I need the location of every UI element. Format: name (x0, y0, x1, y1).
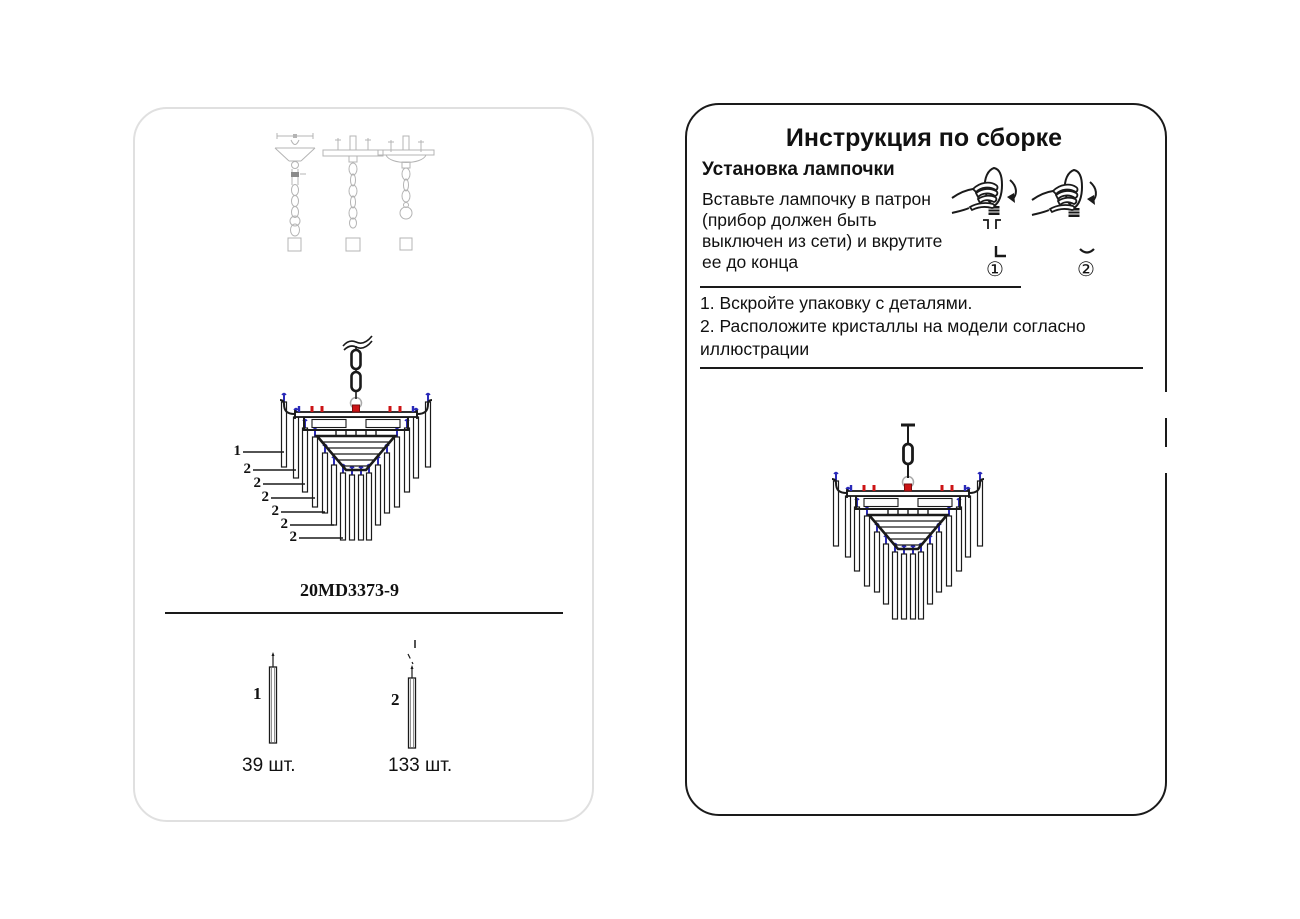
left-panel-divider (165, 612, 563, 614)
socket-curve-icon (1078, 246, 1096, 258)
tier-label: 2 (271, 503, 279, 519)
page-title: Инструкция по сборке (785, 124, 1063, 152)
rule-under-steps (700, 367, 1143, 369)
instruction-text: ее до конца (702, 252, 799, 272)
instruction-text: (прибор должен быть (702, 210, 877, 230)
hand-inserting-bulb-icon (950, 166, 1026, 232)
tier-label: 2 (289, 529, 297, 545)
rule-under-bulb-section (700, 286, 1021, 288)
crystal-rod-part-2 (398, 638, 424, 750)
section-title: Установка лампочки (702, 159, 895, 180)
chandelier-diagram-reference (800, 423, 1020, 623)
ceiling-mount-diagrams (258, 128, 438, 254)
step-number-badge: ① (986, 259, 1004, 281)
chandelier-diagram-main (220, 334, 470, 549)
model-number: 20MD3373-9 (300, 580, 399, 600)
hand-screwing-bulb-icon (1030, 168, 1106, 234)
tier-label: 1 (233, 443, 241, 459)
crystal-rod-part-1 (262, 652, 284, 746)
instruction-text: выключен из сети) и вкрутите (702, 231, 943, 251)
tier-label: 2 (243, 461, 251, 477)
part-quantity: 133 шт. (388, 755, 453, 776)
step-number-badge: ② (1077, 259, 1095, 281)
tier-label: 2 (261, 489, 269, 505)
step-text: иллюстрации (700, 339, 810, 359)
instruction-text: Вставьте лампочку в патрон (702, 189, 931, 209)
border-gap (1153, 392, 1169, 418)
tier-label: 2 (253, 475, 261, 491)
part-label: 2 (391, 690, 400, 709)
step-text: 2. Расположите кристаллы на модели согласно (700, 316, 1086, 336)
part-quantity: 39 шт. (242, 755, 296, 776)
tier-label: 2 (280, 516, 288, 532)
part-label: 1 (253, 684, 262, 703)
step-text: 1. Вскройте упаковку с деталями. (700, 293, 973, 313)
border-gap (1153, 447, 1169, 473)
socket-corner-icon (994, 245, 1008, 259)
